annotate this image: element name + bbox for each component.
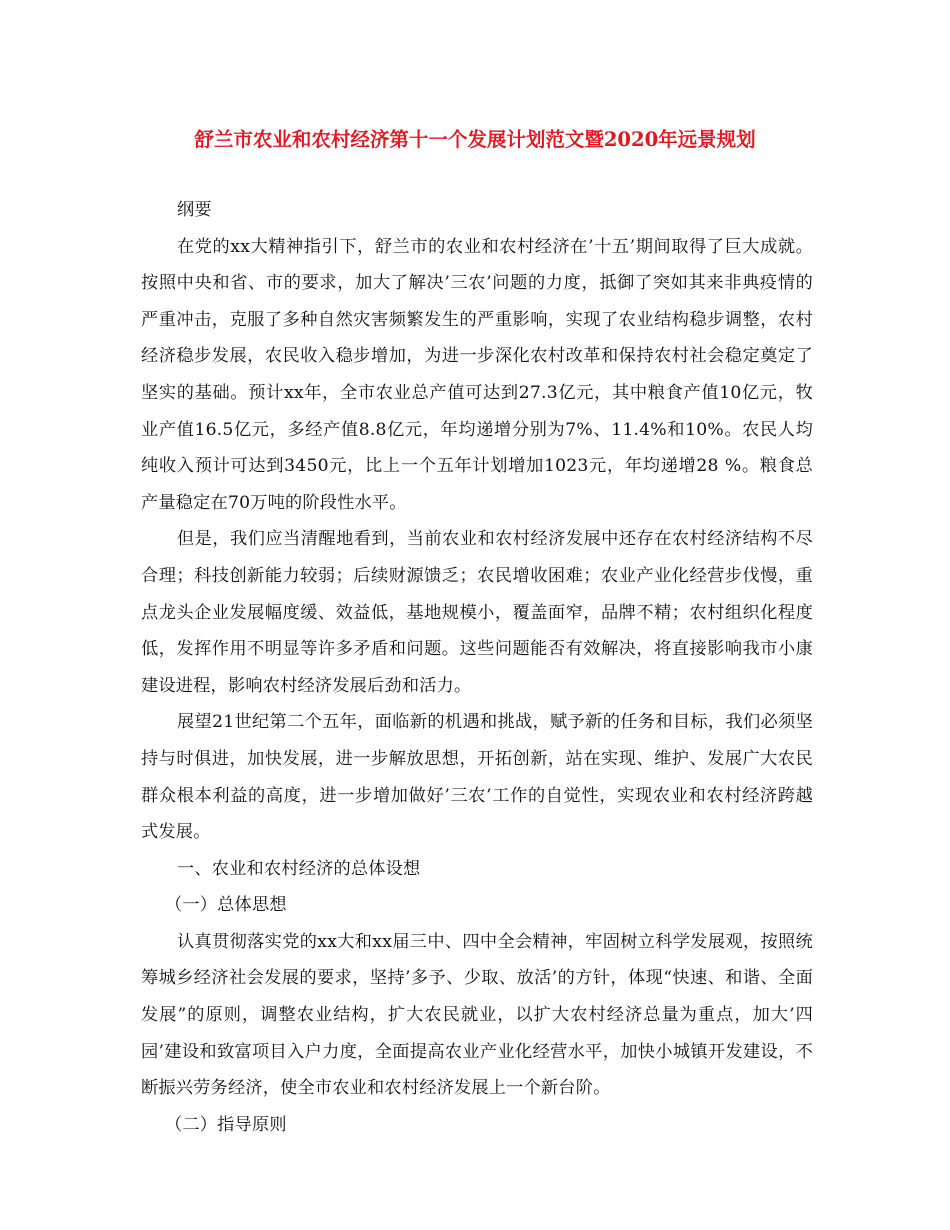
section-heading-overall-plan: 一、农业和农村经济的总体设想 xyxy=(177,858,421,879)
document-title: 舒兰市农业和农村经济第十一个发展计划范文暨2020年远景规划 xyxy=(194,128,756,151)
paragraph-achievements: 在党的xx大精神指引下，舒兰市的农业和农村经济在’十五’期间取得了巨大成就。按照中央和省、市的要求，加大了解决’三农’问题的力度，抵御了突如其来非典疫情的严重冲击，克服了多种自然灾害频繁发生的严重影响，实现了农业结构稳步调整，农村经济稳步发展，农民收入稳步增加，为进一步深化农村改革和保持农村社会稳定奠定了坚实的基础。预计xx年，全市农业总产值可达到27.3亿元，其中粮食产值10亿元，牧业产值16.5亿元，多经产值8.8亿元，年均递增分别为7%、11.4%和10%。农民人均纯收入预计可达到3450元，比上一个五年计划增加1023元，年均递增28 %。粮食总产量稳定在70万吨的阶段性水平。 xyxy=(141,236,813,513)
subsection-heading-guiding-principles: （二）指导原则 xyxy=(165,1114,287,1135)
paragraph-outlook: 展望21世纪第二个五年，面临新的机遇和挑战，赋予新的任务和目标，我们必须坚持与时俱进，加快发展，进一步解放思想，开拓创新，站在实现、维护、发展广大农民群众根本利益的高度，进一步增加做好’三农’工作的自觉性，实现农业和农村经济跨越式发展。 xyxy=(141,712,813,843)
paragraph-problems: 但是，我们应当清醒地看到，当前农业和农村经济发展中还存在农村经济结构不尽合理；科技创新能力较弱；后续财源馈乏；农民增收困难；农业产业化经营步伐慢，重点龙头企业发展幅度缓、效益低，基地规模小，覆盖面窄，品牌不精；农村组织化程度低，发挥作用不明显等许多矛盾和问题。这些问题能否有效解决，将直接影响我市小康建设进程，影响农村经济发展后劲和活力。 xyxy=(141,529,813,696)
paragraph-overall-idea: 认真贯彻落实党的xx大和xx届三中、四中全会精神，牢固树立科学发展观，按照统筹城乡经济社会发展的要求，坚持’多予、少取、放活’的方针，体现“快速、和谐、全面发展”的原则，调整农业结构，扩大农民就业，以扩大农村经济总量为重点，加大’四园’建设和致富项目入户力度，全面提高农业产业化经营水平，加快小城镇开发建设，不断振兴劳务经济，使全市农业和农村经济发展上一个新台阶。 xyxy=(141,931,813,1099)
document-body xyxy=(141,192,813,1143)
subsection-heading-overall-idea: （一）总体思想 xyxy=(165,895,287,916)
outline-label: 纲要 xyxy=(177,200,212,220)
